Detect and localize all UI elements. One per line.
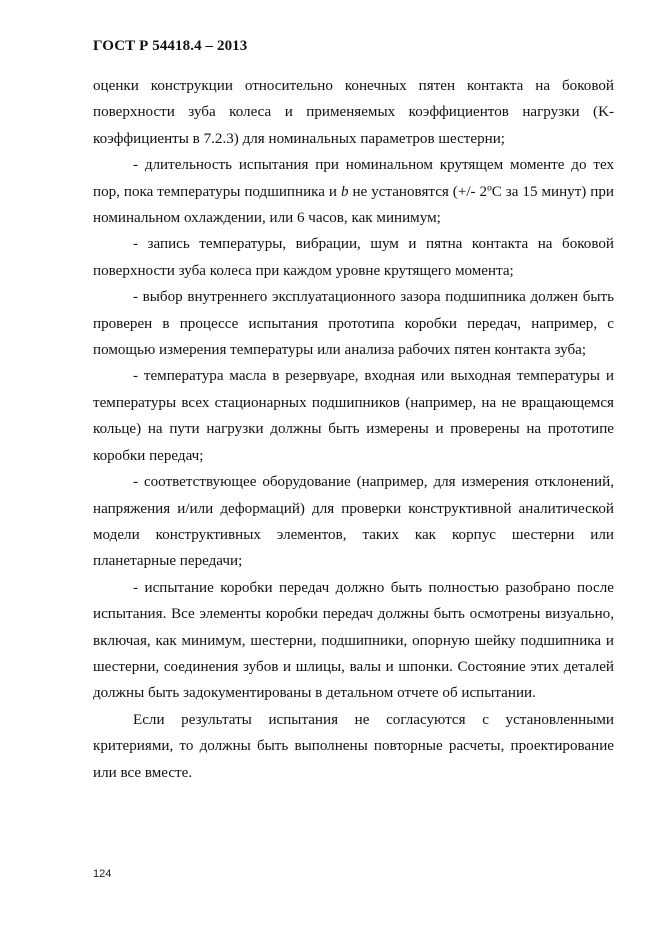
paragraph-8: Если результаты испытания не согласуются с установленными критериями, то должны быть выполнены повторные расчеты, проектирование или все вместе.	[93, 711, 614, 781]
paragraph-4: - выбор внутреннего эксплуатационного зазора подшипника должен быть проверен в процессе испытания прототипа коробки передач, например, с помощью измерения температуры или анализа рабочих пятен контакта зуба;	[93, 289, 614, 359]
italic-symbol-b: b	[340, 183, 349, 200]
document-header: ГОСТ Р 54418.4 – 2013	[93, 38, 248, 54]
document-body	[93, 73, 614, 786]
paragraph-6: - соответствующее оборудование (например, для измерения отклонений, напряжения и/или деформаций) для проверки конструктивной аналитической модели конструктивных элементов, таких как корпус шестерни или планетарные передачи;	[93, 474, 614, 570]
paragraph-7: - испытание коробки передач должно быть полностью разобрано после испытания. Все элементы коробки передач должны быть осмотрены визуально, включая, как минимум, шестерни, подшипники, опорную шейку подшипника и шестерни, соединения зубов и шлицы, валы и шпонки. Состояние этих деталей должны быть задокументированы в детальном отчете об испытании.	[93, 579, 614, 702]
paragraph-3: - запись температуры, вибрации, шум и пятна контакта на боковой поверхности зуба колеса при каждом уровне крутящего момента;	[93, 236, 614, 279]
paragraph-5: - температура масла в резервуаре, входная или выходная температуры и температуры всех стационарных подшипников (например, на не вращающемся кольце) на пути нагрузки должны быть измерены и проверены на прототипе коробки передач;	[93, 368, 614, 464]
page-number: 124	[93, 868, 112, 880]
paragraph-1: оценки конструкции относительно конечных пятен контакта на боковой поверхности зуба колеса и применяемых коэффициентов нагрузки (K-коэффициенты в 7.2.3) для номинальных параметров шестерни;	[93, 78, 614, 147]
paragraph-2: - длительность испытания при номинальном крутящем моменте до тех пор, пока температуры подшипника и b не установятся (+/- 2ºС за 15 минут) при номинальном охлаждении, или 6 часов, как минимум;	[93, 157, 614, 227]
